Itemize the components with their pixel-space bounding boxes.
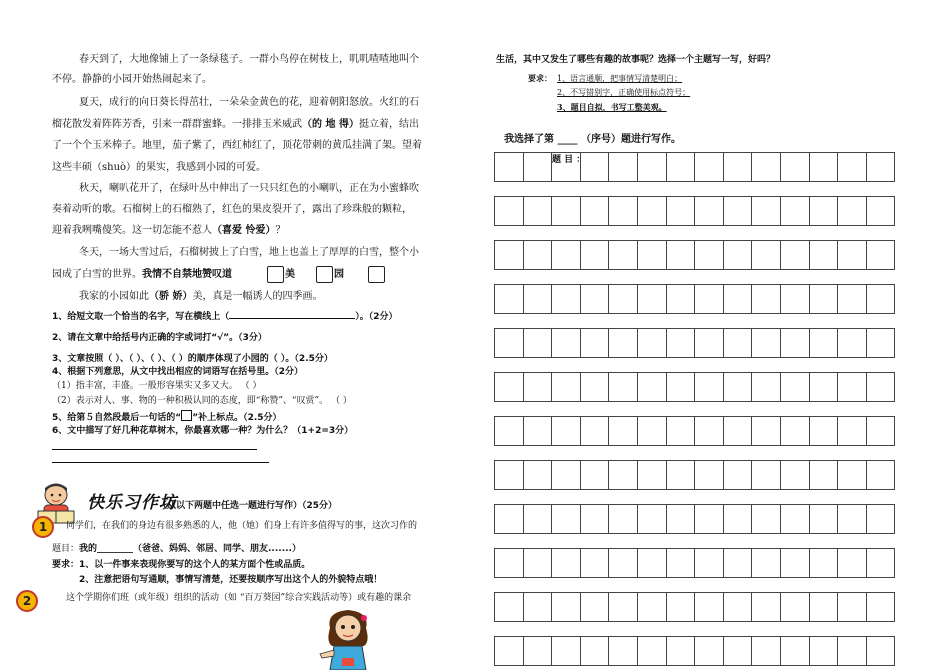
writing-cell[interactable]: [666, 549, 695, 578]
writing-cell[interactable]: [523, 593, 552, 622]
writing-cell[interactable]: [752, 285, 781, 314]
writing-cell[interactable]: [609, 373, 638, 402]
writing-cell[interactable]: [809, 593, 838, 622]
writing-cell[interactable]: [866, 417, 895, 446]
writing-cell[interactable]: [637, 329, 666, 358]
writing-cell[interactable]: [637, 241, 666, 270]
writing-grid-row[interactable]: [494, 284, 895, 314]
writing-cell[interactable]: [523, 197, 552, 226]
writing-cell[interactable]: [523, 373, 552, 402]
writing-cell[interactable]: [695, 285, 724, 314]
writing-cell[interactable]: [838, 329, 867, 358]
writing-cell[interactable]: [637, 505, 666, 534]
topic2-continued: [496, 53, 775, 67]
question-5: [52, 410, 282, 425]
title-cell[interactable]: [838, 153, 867, 182]
writing-cell[interactable]: [552, 285, 581, 314]
writing-cell[interactable]: [695, 549, 724, 578]
title-cell[interactable]: [495, 153, 524, 182]
writing-cell[interactable]: [609, 241, 638, 270]
topic1-requirement-1: 要求：1、以一件事来表现你要写的这个人的某方面个性或品质。: [52, 560, 311, 570]
writing-cell[interactable]: [723, 285, 752, 314]
article-p4-line2: [52, 268, 232, 282]
writing-cell[interactable]: [580, 637, 609, 666]
writing-cell[interactable]: [838, 241, 867, 270]
writing-cell[interactable]: [695, 593, 724, 622]
writing-cell[interactable]: [495, 549, 524, 578]
writing-cell[interactable]: [666, 461, 695, 490]
writing-cell[interactable]: [666, 637, 695, 666]
article-p2-line3: 了一个个玉米棒子。地里，茄子紫了，西红柿红了，顶花带刺的黄瓜挂满了架。望着: [52, 140, 422, 151]
writing-cell[interactable]: [866, 329, 895, 358]
writing-cell[interactable]: [752, 373, 781, 402]
topic1-title-row: [52, 542, 301, 556]
writing-cell[interactable]: [866, 197, 895, 226]
writing-cell[interactable]: [780, 461, 809, 490]
writing-cell[interactable]: [609, 461, 638, 490]
answer-line-2[interactable]: [52, 462, 269, 463]
article-p2-text-end: 挺立着，结出: [358, 119, 419, 130]
writing-cell[interactable]: [580, 505, 609, 534]
writing-cell[interactable]: [552, 373, 581, 402]
writing-cell[interactable]: [723, 549, 752, 578]
writing-grid-row[interactable]: [494, 240, 895, 270]
topic2-requirement-1: 1、语言通顺，把事情写清楚明白；: [557, 74, 683, 83]
writing-grid-row[interactable]: [494, 196, 895, 226]
writing-cell[interactable]: [809, 285, 838, 314]
writing-cell[interactable]: [866, 461, 895, 490]
writing-cell[interactable]: [866, 241, 895, 270]
writing-cell[interactable]: [866, 285, 895, 314]
writing-cell[interactable]: [552, 593, 581, 622]
writing-grid-row[interactable]: [494, 548, 895, 578]
writing-cell[interactable]: [809, 461, 838, 490]
writing-cell[interactable]: [780, 549, 809, 578]
writing-cell[interactable]: [838, 417, 867, 446]
writing-cell[interactable]: [580, 241, 609, 270]
writing-cell[interactable]: [580, 373, 609, 402]
writing-cell[interactable]: [580, 461, 609, 490]
writing-cell[interactable]: [695, 241, 724, 270]
writing-cell[interactable]: [523, 285, 552, 314]
writing-cell[interactable]: [552, 241, 581, 270]
writing-cell[interactable]: [866, 637, 895, 666]
writing-cell[interactable]: [609, 505, 638, 534]
writing-grid-row[interactable]: [494, 460, 895, 490]
topic-number-2-icon: 2: [16, 590, 38, 612]
article-p5: [79, 290, 322, 304]
writing-cell[interactable]: [637, 417, 666, 446]
writing-cell[interactable]: [695, 637, 724, 666]
writing-cell[interactable]: [752, 329, 781, 358]
punctuation-box-1[interactable]: [267, 266, 284, 283]
writing-cell[interactable]: [723, 329, 752, 358]
writing-cell[interactable]: [723, 505, 752, 534]
blank-square-icon: [181, 410, 192, 421]
article-p2-line4: 这些丰硕（shuò）的果实，我感到小园的可爱。: [52, 162, 267, 173]
article-p3-text: 迎着我咧嘴傻笑。这一切怎能不惹人: [52, 225, 212, 236]
writing-grid-row[interactable]: [494, 636, 895, 666]
writing-instruction: （从以下两题中任选一题进行写作）（25分）: [158, 501, 338, 511]
writing-cell[interactable]: [552, 417, 581, 446]
writing-cell[interactable]: [666, 197, 695, 226]
article-p2-line2: [52, 118, 419, 132]
writing-cell[interactable]: [752, 461, 781, 490]
writing-cell[interactable]: [838, 549, 867, 578]
writing-cell[interactable]: [752, 197, 781, 226]
writing-cell[interactable]: [752, 417, 781, 446]
writing-grid-row[interactable]: [494, 416, 895, 446]
writing-cell[interactable]: [580, 417, 609, 446]
writing-cell[interactable]: [637, 637, 666, 666]
writing-cell[interactable]: [723, 197, 752, 226]
writing-cell[interactable]: [609, 285, 638, 314]
writing-cell[interactable]: [695, 505, 724, 534]
writing-cell[interactable]: [580, 197, 609, 226]
question-3: 3、文章按照（ ）、（ ）、（ ）、（ ）的顺序体现了小园的（ ）。（2.5分）: [52, 354, 333, 364]
question-1-text: 1、给短文取一个恰当的名字，写在横线上（: [52, 312, 230, 322]
writing-cell[interactable]: [552, 461, 581, 490]
article-p4-line1: 冬天，一场大雪过后，石榴树披上了白雪，地上也盖上了厚厚的白雪，整个小: [79, 247, 419, 258]
writing-cell[interactable]: [580, 549, 609, 578]
writing-cell[interactable]: [523, 329, 552, 358]
writing-cell[interactable]: [780, 329, 809, 358]
writing-cell[interactable]: [666, 241, 695, 270]
writing-cell[interactable]: [609, 197, 638, 226]
choice-xiai-lianai[interactable]: （喜爱 怜爱）: [212, 225, 276, 236]
topic-choice[interactable]: 我选择了第 ____ （序号）题进行写作。: [504, 134, 681, 145]
writing-cell[interactable]: [609, 637, 638, 666]
writing-cell[interactable]: [780, 285, 809, 314]
writing-cell[interactable]: [695, 329, 724, 358]
writing-cell[interactable]: [495, 373, 524, 402]
writing-cell[interactable]: [866, 593, 895, 622]
writing-cell[interactable]: [695, 461, 724, 490]
writing-cell[interactable]: [780, 197, 809, 226]
writing-cell[interactable]: [523, 461, 552, 490]
topic1-title-label: 题目：: [52, 544, 80, 554]
writing-cell[interactable]: [495, 285, 524, 314]
topic2-intro: 这个学期你们班（或年级）组织的活动（如 “百万葵园”综合实践活动等）或有趣的课余: [66, 593, 412, 603]
title-cell[interactable]: [723, 153, 752, 182]
writing-cell[interactable]: [666, 285, 695, 314]
writing-cell[interactable]: [609, 593, 638, 622]
writing-cell[interactable]: [752, 505, 781, 534]
writing-cell[interactable]: [780, 637, 809, 666]
writing-cell[interactable]: [609, 549, 638, 578]
writing-cell[interactable]: [809, 417, 838, 446]
article-p4-exclaim: 我情不自禁地赞叹道: [142, 269, 232, 280]
article-p4-text: 园成了白雪的世界。: [52, 269, 142, 280]
article-p1-line1: 春天到了，大地像铺上了一条绿毯子。一群小鸟停在树枝上，叽叽喳喳地叫个: [79, 54, 419, 65]
writing-cell[interactable]: [752, 549, 781, 578]
title-cell[interactable]: [695, 153, 724, 182]
article-p5-text: 我家的小园如此: [79, 291, 149, 302]
writing-cell[interactable]: [666, 417, 695, 446]
writing-cell[interactable]: [637, 461, 666, 490]
girl-pointing-icon: [318, 606, 378, 670]
writing-cell[interactable]: [552, 197, 581, 226]
writing-cell[interactable]: [752, 241, 781, 270]
writing-cell[interactable]: [666, 329, 695, 358]
writing-cell[interactable]: [695, 417, 724, 446]
punctuation-box-3[interactable]: [368, 266, 385, 283]
writing-cell[interactable]: [723, 461, 752, 490]
writing-cell[interactable]: [723, 417, 752, 446]
question-4: 4、根据下列意思，从文中找出相应的词语写在括号里。（2分）: [52, 367, 304, 377]
writing-cell[interactable]: [495, 417, 524, 446]
article-p3-line3: [52, 224, 285, 238]
question-5-end: ”补上标点。（2.5分）: [192, 413, 282, 423]
writing-cell[interactable]: [552, 549, 581, 578]
topic2-continued-text: 生活，其中又发生了哪些有趣的故事呢？选择一个主题写一写，好吗？: [496, 55, 776, 65]
writing-cell[interactable]: [637, 197, 666, 226]
writing-cell[interactable]: [838, 197, 867, 226]
writing-grid-row[interactable]: [494, 504, 895, 534]
writing-cell[interactable]: [609, 329, 638, 358]
writing-cell[interactable]: [552, 505, 581, 534]
title-cell[interactable]: [523, 153, 552, 182]
writing-grid-row[interactable]: [494, 372, 895, 402]
writing-cell[interactable]: [838, 285, 867, 314]
writing-cell[interactable]: [609, 417, 638, 446]
writing-cell[interactable]: [809, 241, 838, 270]
writing-cell[interactable]: [580, 593, 609, 622]
article-p1-line2: 不停。静静的小园开始热闹起来了。: [52, 74, 212, 85]
writing-cell[interactable]: [495, 637, 524, 666]
writing-cell[interactable]: [723, 637, 752, 666]
writing-cell[interactable]: [809, 549, 838, 578]
writing-cell[interactable]: [637, 549, 666, 578]
topic2-requirement-label: 要求：: [528, 74, 552, 83]
article-p3-line2: 奏着动听的歌。石榴树上的石榴熟了，红色的果皮裂开了，露出了珍珠般的颗粒，: [52, 204, 412, 215]
question-2: 2、请在文章中给括号内正确的字或词打“√”。（3分）: [52, 333, 267, 343]
article-p2-line1: 夏天，成行的向日葵长得茁壮，一朵朵金黄色的花，迎着朝阳怒放。火红的石: [79, 97, 419, 108]
writing-cell[interactable]: [666, 505, 695, 534]
article-p4-mei: 美: [285, 269, 295, 280]
article-p5-end: 美，真是一幅诱人的四季画。: [192, 291, 323, 302]
writing-cell[interactable]: [809, 197, 838, 226]
topic2-requirement-3: 3、题目自拟，书写工整美观。: [557, 102, 667, 112]
writing-cell[interactable]: [752, 593, 781, 622]
writing-grid-row[interactable]: [494, 328, 895, 358]
topic-number-1-icon: 1: [32, 516, 54, 538]
writing-cell[interactable]: [523, 241, 552, 270]
question-5-text: 5、给第５自然段最后一句话的“: [52, 413, 182, 423]
writing-cell[interactable]: [838, 505, 867, 534]
writing-cell[interactable]: [695, 197, 724, 226]
title-cell[interactable]: [752, 153, 781, 182]
writing-cell[interactable]: [780, 241, 809, 270]
writing-cell[interactable]: [780, 417, 809, 446]
topic2-requirement-2: 2、不写错别字，正确使用标点符号；: [557, 88, 691, 97]
writing-cell[interactable]: [866, 505, 895, 534]
writing-cell[interactable]: [637, 373, 666, 402]
writing-cell[interactable]: [695, 373, 724, 402]
topic1-title: 我的________（爸爸、妈妈、邻居、同学、朋友.......）: [79, 544, 301, 554]
writing-cell[interactable]: [495, 197, 524, 226]
article-p4-yuan: 园: [334, 269, 344, 280]
writing-cell[interactable]: [866, 373, 895, 402]
writing-cell[interactable]: [666, 373, 695, 402]
writing-cell[interactable]: [666, 593, 695, 622]
title-cell[interactable]: [866, 153, 895, 182]
grid-title-label: 题 目 ：: [552, 155, 586, 165]
writing-cell[interactable]: [495, 461, 524, 490]
writing-cell[interactable]: [809, 505, 838, 534]
writing-cell[interactable]: [809, 373, 838, 402]
question-4-2: （2）表示对人、事、物的一种积极认同的态度，即“称赞”、“叹赏”。 （ ）: [52, 396, 352, 406]
writing-cell[interactable]: [523, 549, 552, 578]
title-cell[interactable]: [666, 153, 695, 182]
section-title: 快乐习作坊: [87, 493, 177, 513]
writing-cell[interactable]: [838, 461, 867, 490]
question-4-1: （1）指丰富，丰盛。一般形容果实又多又大。 （ ）: [52, 381, 262, 391]
topic1-intro: 同学们，在我们的身边有很多熟悉的人，他（她）们身上有许多值得写的事，这次习作的: [66, 521, 418, 531]
writing-cell[interactable]: [780, 505, 809, 534]
writing-cell[interactable]: [523, 637, 552, 666]
writing-cell[interactable]: [809, 637, 838, 666]
writing-cell[interactable]: [495, 329, 524, 358]
writing-cell[interactable]: [637, 593, 666, 622]
title-cell[interactable]: [809, 153, 838, 182]
writing-cell[interactable]: [809, 329, 838, 358]
writing-cell[interactable]: [838, 593, 867, 622]
writing-cell[interactable]: [552, 637, 581, 666]
topic1-requirement-2: 2、注意把语句写通顺，事情写清楚，还要按顺序写出这个人的外貌特点哦！: [79, 575, 383, 585]
writing-cell[interactable]: [523, 417, 552, 446]
writing-cell[interactable]: [723, 241, 752, 270]
punctuation-box-2[interactable]: [316, 266, 333, 283]
writing-cell[interactable]: [780, 593, 809, 622]
writing-cell[interactable]: [780, 373, 809, 402]
title-cell[interactable]: [609, 153, 638, 182]
question-6: 6、文中描写了好几种花草树木，你最喜欢哪一种？为什么？（1+2=3分）: [52, 426, 354, 436]
writing-cell[interactable]: [495, 241, 524, 270]
writing-cell[interactable]: [752, 637, 781, 666]
title-answer-line[interactable]: [229, 309, 355, 319]
choice-jiao[interactable]: （骄 娇）: [149, 291, 193, 302]
answer-line-1[interactable]: [52, 449, 257, 450]
writing-cell[interactable]: [723, 593, 752, 622]
article-p3-line1: 秋天，喇叭花开了，在绿叶丛中伸出了一只只红色的小喇叭，正在为小蜜蜂吹: [79, 183, 419, 194]
question-1: [52, 309, 398, 324]
writing-cell[interactable]: [838, 637, 867, 666]
writing-cell[interactable]: [552, 329, 581, 358]
writing-cell[interactable]: [580, 329, 609, 358]
question-1-end: ）。（2分）: [355, 312, 398, 322]
article-p3-end: ？: [275, 225, 286, 236]
title-cell[interactable]: [780, 153, 809, 182]
writing-cell[interactable]: [838, 373, 867, 402]
writing-grid-row[interactable]: [494, 592, 895, 622]
writing-cell[interactable]: [523, 505, 552, 534]
writing-cell[interactable]: [495, 593, 524, 622]
writing-cell[interactable]: [580, 285, 609, 314]
title-cell[interactable]: [637, 153, 666, 182]
choice-de-di-de[interactable]: （的 地 得）: [302, 119, 359, 130]
writing-cell[interactable]: [723, 373, 752, 402]
writing-cell[interactable]: [495, 505, 524, 534]
writing-cell[interactable]: [866, 549, 895, 578]
article-p2-text: 榴花散发着阵阵芳香，引来一群群蜜蜂。一排排玉米威武: [52, 119, 302, 130]
writing-cell[interactable]: [637, 285, 666, 314]
